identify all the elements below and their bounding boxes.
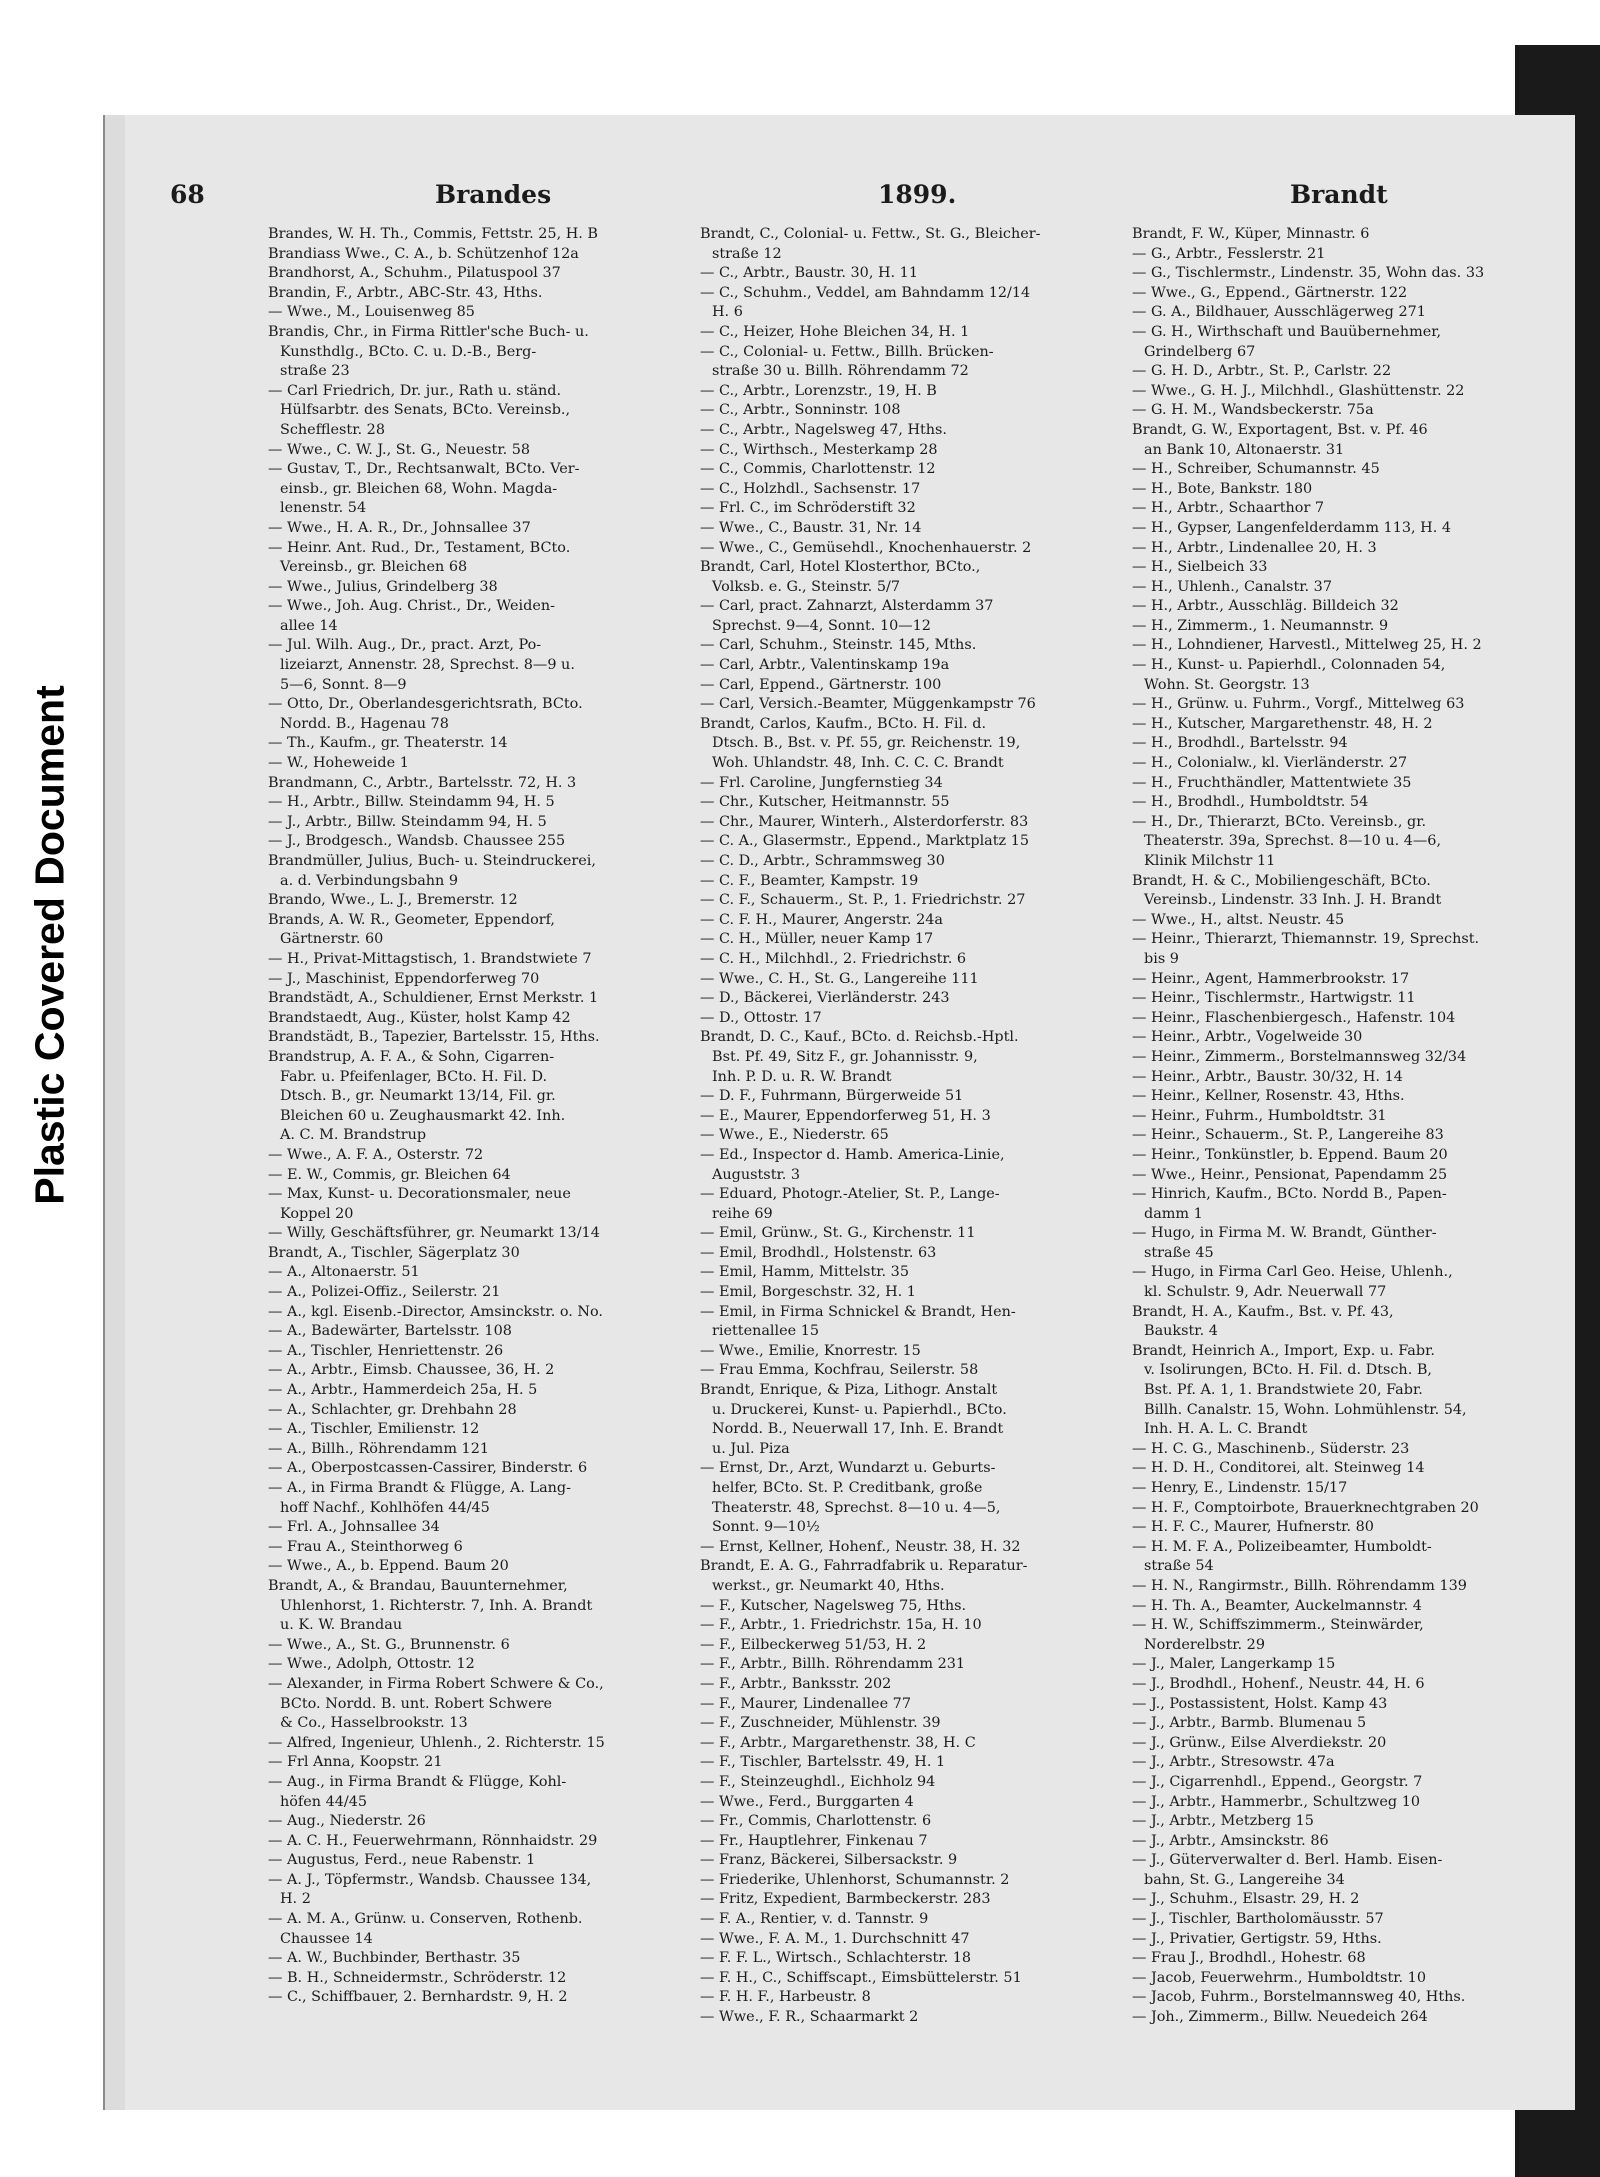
directory-line: — A., kgl. Eisenb.-Director, Amsinckstr. o. No.	[268, 1303, 604, 1320]
directory-line: Brandt, Enrique, & Piza, Lithogr. Anstalt	[700, 1382, 998, 1399]
directory-line: — Carl, pract. Zahnarzt, Alsterdamm 37	[700, 598, 994, 615]
directory-line: Brandt, Carl, Hotel Klosterthor, BCto.,	[700, 559, 981, 576]
column-3	[1132, 225, 1542, 2028]
directory-line: — H., Brodhdl., Bartelsstr. 94	[1132, 735, 1348, 752]
directory-line: — Wwe., F. A. M., 1. Durchschnitt 47	[700, 1930, 970, 1947]
directory-line: — D., Ottostr. 17	[700, 1009, 822, 1026]
directory-line: Nordd. B., Hagenau 78	[280, 715, 449, 732]
directory-line: — F., Tischler, Bartelsstr. 49, H. 1	[700, 1754, 946, 1771]
directory-line: — Ed., Inspector d. Hamb. America-Linie,	[700, 1146, 1005, 1163]
directory-line: — C., Heizer, Hohe Bleichen 34, H. 1	[700, 323, 970, 340]
directory-line: — Carl, Arbtr., Valentinskamp 19a	[700, 657, 950, 674]
directory-line: — Emil, in Firma Schnickel & Brandt, Hen-	[700, 1303, 1016, 1320]
directory-line: Vereinsb., Lindenstr. 33 Inh. J. H. Brandt	[1144, 892, 1442, 909]
directory-line: straße 12	[712, 245, 782, 262]
right-running-head: Brandt	[1290, 180, 1388, 209]
directory-line: Bst. Pf. 49, Sitz F., gr. Johannisstr. 9,	[712, 1048, 978, 1065]
directory-line: — F. F. L., Wirtsch., Schlachterstr. 18	[700, 1950, 972, 1967]
directory-line: — H., Brodhdl., Humboldtstr. 54	[1132, 794, 1369, 811]
directory-line: — G., Arbtr., Fesslerstr. 21	[1132, 245, 1326, 262]
directory-line: — F., Steinzeughdl., Eichholz 94	[700, 1773, 936, 1790]
directory-line: — H., Grünw. u. Fuhrm., Vorgf., Mittelweg 63	[1132, 696, 1465, 713]
directory-line: — C. A., Glasermstr., Eppend., Marktplatz 15	[700, 833, 1030, 850]
directory-line: — Wwe., Emilie, Knorrestr. 15	[700, 1342, 921, 1359]
directory-line: lizeiarzt, Annenstr. 28, Sprechst. 8—9 u.	[280, 657, 575, 674]
directory-line: kl. Schulstr. 9, Adr. Neuerwall 77	[1144, 1284, 1387, 1301]
directory-line: — H. Th. A., Beamter, Auckelmannstr. 4	[1132, 1597, 1422, 1614]
directory-line: — A., Arbtr., Hammerdeich 25a, H. 5	[268, 1382, 538, 1399]
directory-line: — C. F., Schauerm., St. P., 1. Friedrichstr. 27	[700, 892, 1026, 909]
directory-line: Brando, Wwe., L. J., Bremerstr. 12	[268, 892, 518, 909]
directory-line: — C. H., Milchhdl., 2. Friedrichstr. 6	[700, 950, 967, 967]
directory-line: Schefflestr. 28	[280, 421, 385, 438]
directory-line: — Max, Kunst- u. Decorationsmaler, neue	[268, 1186, 571, 1203]
directory-line: Brandt, Carlos, Kaufm., BCto. H. Fil. d.	[700, 715, 987, 732]
directory-line: — J., Arbtr., Amsinckstr. 86	[1132, 1832, 1329, 1849]
directory-line: — A., Tischler, Henriettenstr. 26	[268, 1342, 504, 1359]
directory-line: — H., Arbtr., Billw. Steindamm 94, H. 5	[268, 794, 555, 811]
directory-line: — G. A., Bildhauer, Ausschlägerweg 271	[1132, 304, 1426, 321]
directory-line: — F., Zuschneider, Mühlenstr. 39	[700, 1715, 941, 1732]
directory-line: — F. A., Rentier, v. d. Tannstr. 9	[700, 1911, 929, 1928]
directory-line: — Wwe., Julius, Grindelberg 38	[268, 578, 498, 595]
directory-line: Uhlenhorst, 1. Richterstr. 7, Inh. A. Brandt	[280, 1597, 593, 1614]
directory-line: — H. F. C., Maurer, Hufnerstr. 80	[1132, 1519, 1374, 1536]
directory-line: — G. H. D., Arbtr., St. P., Carlstr. 22	[1132, 363, 1392, 380]
directory-line: — H. F., Comptoirbote, Brauerknechtgraben 20	[1132, 1499, 1479, 1516]
directory-line: — A., Billh., Röhrendamm 121	[268, 1440, 490, 1457]
directory-line: — Wwe., Heinr., Pensionat, Papendamm 25	[1132, 1166, 1448, 1183]
directory-line: — H., Schreiber, Schumannstr. 45	[1132, 461, 1380, 478]
directory-line: — Wwe., A. F. A., Osterstr. 72	[268, 1146, 484, 1163]
directory-line: — A., Badewärter, Bartelsstr. 108	[268, 1323, 512, 1340]
directory-line: — Th., Kaufm., gr. Theaterstr. 14	[268, 735, 508, 752]
directory-line: — H., Arbtr., Ausschläg. Billdeich 32	[1132, 598, 1399, 615]
directory-line: Brandt, Heinrich A., Import, Exp. u. Fabr.	[1132, 1342, 1435, 1359]
directory-line: u. Druckerei, Kunst- u. Papierhdl., BCto.	[712, 1401, 1007, 1418]
directory-line: H. 2	[280, 1891, 311, 1908]
directory-line: — A. W., Buchbinder, Berthastr. 35	[268, 1950, 521, 1967]
directory-line: Brandt, A., Tischler, Sägerplatz 30	[268, 1244, 520, 1261]
directory-line: — H. M. F. A., Polizeibeamter, Humboldt-	[1132, 1538, 1432, 1555]
directory-line: Brandiass Wwe., C. A., b. Schützenhof 12a	[268, 245, 579, 262]
directory-line: — J., Privatier, Gertigstr. 59, Hths.	[1132, 1930, 1382, 1947]
directory-line: — H., Kutscher, Margarethenstr. 48, H. 2	[1132, 715, 1433, 732]
directory-line: — J., Arbtr., Stresowstr. 47a	[1132, 1754, 1335, 1771]
directory-line: — J., Güterverwalter d. Berl. Hamb. Eisen-	[1132, 1852, 1443, 1869]
directory-line: Koppel 20	[280, 1205, 354, 1222]
directory-line: — Wwe., Adolph, Ottostr. 12	[268, 1656, 475, 1673]
directory-line: Inh. P. D. u. R. W. Brandt	[712, 1068, 892, 1085]
directory-line: Hülfsarbtr. des Senats, BCto. Vereinsb.,	[280, 402, 571, 419]
directory-line: — Heinr., Arbtr., Vogelweide 30	[1132, 1029, 1363, 1046]
directory-line: — Frau Emma, Kochfrau, Seilerstr. 58	[700, 1362, 979, 1379]
directory-line: Brandstädt, A., Schuldiener, Ernst Merkstr. 1	[268, 990, 599, 1007]
directory-line: — H., Arbtr., Schaarthor 7	[1132, 500, 1325, 517]
directory-line: — Eduard, Photogr.-Atelier, St. P., Lange-	[700, 1186, 1000, 1203]
directory-line: — Heinr., Thierarzt, Thiemannstr. 19, Sprechst.	[1132, 931, 1480, 948]
directory-line: Volksb. e. G., Steinstr. 5/7	[712, 578, 900, 595]
directory-line: — Wwe., Ferd., Burggarten 4	[700, 1793, 914, 1810]
directory-line: Klinik Milchstr 11	[1144, 853, 1276, 869]
directory-line: reihe 69	[712, 1205, 773, 1222]
directory-line: — Aug., in Firma Brandt & Flügge, Kohl-	[268, 1773, 567, 1790]
directory-line: — H., Gypser, Langenfelderdamm 113, H. 4	[1132, 519, 1452, 536]
directory-line: — J., Brodgesch., Wandsb. Chaussee 255	[268, 833, 566, 850]
directory-line: — Hugo, in Firma Carl Geo. Heise, Uhlenh.,	[1132, 1264, 1453, 1281]
directory-line: Vereinsb., gr. Bleichen 68	[280, 559, 468, 576]
directory-line: — C. F. H., Maurer, Angerstr. 24a	[700, 911, 943, 928]
directory-line: — J., Maschinist, Eppendorferweg 70	[268, 970, 540, 987]
directory-line: Dtsch. B., gr. Neumarkt 13/14, Fil. gr.	[280, 1088, 556, 1105]
directory-line: Sprechst. 9—4, Sonnt. 10—12	[712, 617, 931, 634]
directory-line: Fabr. u. Pfeifenlager, BCto. H. Fil. D.	[280, 1068, 548, 1085]
directory-line: — Willy, Geschäftsführer, gr. Neumarkt 13/14	[268, 1225, 600, 1242]
directory-line: — Wwe., C. H., St. G., Langereihe 111	[700, 970, 979, 987]
directory-line: — Aug., Niederstr. 26	[268, 1813, 426, 1830]
side-label	[0, 0, 100, 2177]
directory-line: — Chr., Maurer, Winterh., Alsterdorferstr. 83	[700, 813, 1029, 830]
directory-line: höfen 44/45	[280, 1793, 368, 1810]
directory-line: — Emil, Grünw., St. G., Kirchenstr. 11	[700, 1225, 976, 1242]
directory-line: Bleichen 60 u. Zeughausmarkt 42. Inh.	[280, 1107, 566, 1124]
directory-line: Theaterstr. 48, Sprechst. 8—10 u. 4—5,	[712, 1499, 1001, 1516]
directory-line: straße 54	[1144, 1558, 1214, 1575]
directory-line: Auguststr. 3	[712, 1166, 801, 1183]
directory-line: — Frau J., Brodhdl., Hohestr. 68	[1132, 1950, 1366, 1967]
directory-line: — Augustus, Ferd., neue Rabenstr. 1	[268, 1852, 536, 1869]
directory-line: Bst. Pf. A. 1, 1. Brandstwiete 20, Fabr.	[1144, 1382, 1423, 1399]
directory-line: damm 1	[1144, 1205, 1203, 1222]
directory-line: — C., Schuhm., Veddel, am Bahndamm 12/14	[700, 284, 1031, 301]
directory-line: — E., Maurer, Eppendorferweg 51, H. 3	[700, 1107, 991, 1124]
directory-line: — D. F., Fuhrmann, Bürgerweide 51	[700, 1088, 964, 1105]
directory-line: Brandt, H. & C., Mobiliengeschäft, BCto.	[1132, 872, 1431, 889]
directory-line: — H. N., Rangirmstr., Billh. Röhrendamm 139	[1132, 1577, 1467, 1594]
directory-line: — Wwe., C., Baustr. 31, Nr. 14	[700, 519, 922, 536]
directory-line: Sonnt. 9—10½	[712, 1519, 820, 1536]
directory-line: Brandmüller, Julius, Buch- u. Steindruckerei,	[268, 853, 596, 869]
directory-line: — Ernst, Dr., Arzt, Wundarzt u. Geburts-	[700, 1460, 996, 1477]
directory-line: — Emil, Borgeschstr. 32, H. 1	[700, 1284, 916, 1301]
directory-line: — H., Uhlenh., Canalstr. 37	[1132, 578, 1332, 595]
directory-line: — D., Bäckerei, Vierländerstr. 243	[700, 990, 950, 1007]
column-1	[268, 225, 678, 2008]
directory-line: — Frl. Caroline, Jungfernstieg 34	[700, 774, 943, 791]
directory-line: — J., Schuhm., Elsastr. 29, H. 2	[1132, 1891, 1360, 1908]
directory-line: bis 9	[1144, 950, 1179, 967]
directory-line: Nordd. B., Neuerwall 17, Inh. E. Brandt	[712, 1421, 1004, 1438]
directory-line: — A., Schlachter, gr. Drehbahn 28	[268, 1401, 517, 1418]
directory-line: Chaussee 14	[280, 1930, 373, 1947]
directory-line: Brandt, C., Colonial- u. Fettw., St. G., Bleicher-	[700, 226, 1041, 242]
directory-line: straße 45	[1144, 1244, 1214, 1261]
directory-line: — Fritz, Expedient, Barmbeckerstr. 283	[700, 1891, 991, 1908]
directory-line: hoff Nachf., Kohlhöfen 44/45	[280, 1499, 490, 1516]
directory-line: — Wwe., Joh. Aug. Christ., Dr., Weiden-	[268, 598, 555, 615]
directory-line: — Wwe., H. A. R., Dr., Johnsallee 37	[268, 519, 531, 536]
directory-line: — Jacob, Feuerwehrm., Humboldtstr. 10	[1132, 1969, 1426, 1986]
directory-line: — H., Arbtr., Lindenallee 20, H. 3	[1132, 539, 1377, 556]
directory-line: Billh. Canalstr. 15, Wohn. Lohmühlenstr. 54,	[1144, 1401, 1467, 1418]
directory-line: helfer, BCto. St. P. Creditbank, große	[712, 1480, 983, 1496]
directory-line: a. d. Verbindungsbahn 9	[280, 872, 459, 889]
directory-line: — Carl, Schuhm., Steinstr. 145, Mths.	[700, 637, 977, 654]
directory-line: — J., Arbtr., Hammerbr., Schultzweg 10	[1132, 1793, 1421, 1810]
directory-line: — Friederike, Uhlenhorst, Schumannstr. 2	[700, 1871, 1010, 1888]
directory-line: — C., Holzhdl., Sachsenstr. 17	[700, 480, 921, 497]
directory-line: — H., Lohndiener, Harvestl., Mittelweg 25, H. 2	[1132, 637, 1482, 654]
directory-line: — Wwe., G. H. J., Milchhdl., Glashüttenstr. 22	[1132, 382, 1465, 399]
directory-line: BCto. Nordd. B. unt. Robert Schwere	[280, 1695, 552, 1712]
directory-line: an Bank 10, Altonaerstr. 31	[1144, 441, 1345, 458]
directory-line: — F., Eilbeckerweg 51/53, H. 2	[700, 1636, 927, 1653]
directory-line: — Henry, E., Lindenstr. 15/17	[1132, 1480, 1348, 1496]
directory-line: Baukstr. 4	[1144, 1323, 1218, 1340]
directory-line: — F. H., C., Schiffscapt., Eimsbüttelerstr. 51	[700, 1969, 1022, 1986]
directory-line: — Heinr. Ant. Rud., Dr., Testament, BCto.	[268, 539, 571, 556]
column-2	[700, 225, 1110, 2028]
directory-line: Brandstaedt, Aug., Küster, holst Kamp 42	[268, 1009, 571, 1026]
directory-line: — A., Oberpostcassen-Cassirer, Binderstr. 6	[268, 1460, 588, 1477]
directory-line: straße 30 u. Billh. Röhrendamm 72	[712, 363, 969, 380]
directory-line: — G. H. M., Wandsbeckerstr. 75a	[1132, 402, 1374, 419]
directory-line: — B. H., Schneidermstr., Schröderstr. 12	[268, 1969, 567, 1986]
directory-line: — J., Arbtr., Metzberg 15	[1132, 1813, 1314, 1830]
directory-line: — H., Kunst- u. Papierhdl., Colonnaden 54,	[1132, 657, 1446, 674]
directory-line: — Alexander, in Firma Robert Schwere & Co.,	[268, 1675, 604, 1692]
directory-line: — W., Hoheweide 1	[268, 755, 409, 772]
directory-line: Brandstädt, B., Tapezier, Bartelsstr. 15, Hths.	[268, 1029, 600, 1046]
directory-line: — C., Arbtr., Nagelsweg 47, Hths.	[700, 421, 948, 438]
directory-line: — J., Arbtr., Barmb. Blumenau 5	[1132, 1715, 1367, 1732]
directory-line: Brandis, Chr., in Firma Rittler'sche Buch- u.	[268, 323, 589, 340]
directory-line: — F., Arbtr., Billh. Röhrendamm 231	[700, 1656, 966, 1673]
directory-line: bahn, St. G., Langereihe 34	[1144, 1871, 1345, 1888]
directory-line: — C., Arbtr., Baustr. 30, H. 11	[700, 265, 918, 282]
directory-line: lenenstr. 54	[280, 500, 367, 517]
directory-line: Wohn. St. Georgstr. 13	[1144, 676, 1310, 693]
directory-line: — E. W., Commis, gr. Bleichen 64	[268, 1166, 511, 1183]
directory-line: — Heinr., Fuhrm., Humboldtstr. 31	[1132, 1107, 1387, 1124]
directory-line: — Frl. A., Johnsallee 34	[268, 1519, 440, 1536]
directory-line: — Wwe., C. W. J., St. G., Neuestr. 58	[268, 441, 531, 458]
directory-line: — C., Commis, Charlottenstr. 12	[700, 461, 936, 478]
directory-line: Brands, A. W. R., Geometer, Eppendorf,	[268, 911, 556, 928]
directory-line: — J., Arbtr., Billw. Steindamm 94, H. 5	[268, 813, 547, 830]
directory-line: — A., Polizei-Offiz., Seilerstr. 21	[268, 1284, 501, 1301]
directory-line: — F., Arbtr., Banksstr. 202	[700, 1675, 892, 1692]
directory-line: — A. C. H., Feuerwehrmann, Rönnhaidstr. 29	[268, 1832, 598, 1849]
directory-line: Norderelbstr. 29	[1144, 1636, 1265, 1653]
directory-line: — Frl Anna, Koopstr. 21	[268, 1754, 443, 1771]
directory-line: Brandt, F. W., Küper, Minnastr. 6	[1132, 226, 1370, 242]
directory-line: riettenallee 15	[712, 1323, 820, 1340]
directory-line: & Co., Hasselbrookstr. 13	[280, 1715, 468, 1732]
directory-line: — H., Dr., Thierarzt, BCto. Vereinsb., gr.	[1132, 813, 1427, 830]
directory-line: — H. W., Schiffszimmerm., Steinwärder,	[1132, 1617, 1424, 1634]
directory-line: — J., Brodhdl., Hohenf., Neustr. 44, H. 6	[1132, 1675, 1425, 1692]
directory-line: Brandt, G. W., Exportagent, Bst. v. Pf. 46	[1132, 421, 1428, 438]
directory-line: — Fr., Commis, Charlottenstr. 6	[700, 1813, 932, 1830]
page-number: 68	[170, 180, 205, 209]
directory-line: Brandhorst, A., Schuhm., Pilatuspool 37	[268, 265, 561, 282]
directory-line: — Wwe., H., altst. Neustr. 45	[1132, 911, 1345, 928]
directory-line: — Carl, Versich.-Beamter, Müggenkampstr 76	[700, 696, 1036, 713]
year-head: 1899.	[878, 180, 957, 209]
directory-line: — J., Cigarrenhdl., Eppend., Georgstr. 7	[1132, 1773, 1423, 1790]
directory-line: — Otto, Dr., Oberlandesgerichtsrath, BCto.	[268, 696, 583, 713]
directory-line: 5—6, Sonnt. 8—9	[280, 676, 407, 693]
directory-line: — F. H. F., Harbeustr. 8	[700, 1989, 871, 2006]
directory-line: A. C. M. Brandstrup	[280, 1127, 427, 1144]
directory-line: — Emil, Brodhdl., Holstenstr. 63	[700, 1244, 937, 1261]
directory-line: — Wwe., A., b. Eppend. Baum 20	[268, 1558, 509, 1575]
directory-line: — C. F., Beamter, Kampstr. 19	[700, 872, 919, 889]
directory-line: Theaterstr. 39a, Sprechst. 8—10 u. 4—6,	[1144, 833, 1442, 850]
directory-line: Brandin, F., Arbtr., ABC-Str. 43, Hths.	[268, 284, 543, 301]
directory-line: Brandes, W. H. Th., Commis, Fettstr. 25, H. B	[268, 226, 599, 242]
directory-line: — J., Postassistent, Holst. Kamp 43	[1132, 1695, 1388, 1712]
directory-line: — Hugo, in Firma M. W. Brandt, Günther-	[1132, 1225, 1437, 1242]
directory-line: — C., Arbtr., Sonninstr. 108	[700, 402, 901, 419]
left-running-head: Brandes	[435, 180, 552, 209]
directory-line: — C., Wirthsch., Mesterkamp 28	[700, 441, 938, 458]
directory-line: — Heinr., Flaschenbiergesch., Hafenstr. 104	[1132, 1009, 1456, 1026]
directory-line: — C., Arbtr., Lorenzstr., 19, H. B	[700, 382, 937, 399]
directory-line: u. K. W. Brandau	[280, 1617, 403, 1634]
directory-line: Kunsthdlg., BCto. C. u. D.-B., Berg-	[280, 343, 537, 360]
directory-line: — C., Colonial- u. Fettw., Billh. Brücken-	[700, 343, 994, 360]
directory-line: — Wwe., G., Eppend., Gärtnerstr. 122	[1132, 284, 1408, 301]
directory-line: — A., in Firma Brandt & Flügge, A. Lang-	[268, 1480, 572, 1496]
directory-line: — Fr., Hauptlehrer, Finkenau 7	[700, 1832, 928, 1849]
directory-line: — Wwe., F. R., Schaarmarkt 2	[700, 2009, 919, 2026]
directory-line: — Franz, Bäckerei, Silbersackstr. 9	[700, 1852, 958, 1869]
directory-line: einsb., gr. Bleichen 68, Wohn. Magda-	[280, 480, 558, 497]
directory-line: — F., Maurer, Lindenallee 77	[700, 1695, 911, 1712]
directory-line: — G. H., Wirthschaft und Bauübernehmer,	[1132, 323, 1442, 340]
directory-line: — F., Arbtr., Margarethenstr. 38, H. C	[700, 1734, 976, 1751]
directory-line: — C. H., Müller, neuer Kamp 17	[700, 931, 934, 948]
directory-line: — Jul. Wilh. Aug., Dr., pract. Arzt, Po-	[268, 637, 542, 654]
directory-line: — G., Tischlermstr., Lindenstr. 35, Wohn das. 33	[1132, 265, 1485, 282]
directory-line: Dtsch. B., Bst. v. Pf. 55, gr. Reichenstr. 19,	[712, 735, 1021, 752]
directory-line: — Gustav, T., Dr., Rechtsanwalt, BCto. Ver-	[268, 461, 580, 478]
directory-line: — Heinr., Tischlermstr., Hartwigstr. 11	[1132, 990, 1416, 1007]
directory-line: — Hinrich, Kaufm., BCto. Nordd B., Papen-	[1132, 1186, 1447, 1203]
directory-line: — J., Tischler, Bartholomäusstr. 57	[1132, 1911, 1384, 1928]
directory-line: — Wwe., M., Louisenweg 85	[268, 304, 475, 321]
directory-line: — Heinr., Arbtr., Baustr. 30/32, H. 14	[1132, 1068, 1403, 1085]
directory-line: Woh. Uhlandstr. 48, Inh. C. C. C. Brandt	[712, 755, 1004, 772]
directory-line: — A. J., Töpfermstr., Wandsb. Chaussee 134,	[268, 1871, 592, 1888]
directory-line: Brandt, H. A., Kaufm., Bst. v. Pf. 43,	[1132, 1303, 1394, 1320]
directory-line: — H., Privat-Mittagstisch, 1. Brandstwiete 7	[268, 950, 592, 967]
directory-line: — Alfred, Ingenieur, Uhlenh., 2. Richterstr. 15	[268, 1734, 605, 1751]
directory-line: — A., Tischler, Emilienstr. 12	[268, 1421, 480, 1438]
directory-line: — Heinr., Tonkünstler, b. Eppend. Baum 20	[1132, 1146, 1448, 1163]
directory-line: werkst., gr. Neumarkt 40, Hths.	[712, 1577, 945, 1594]
directory-line: — Chr., Kutscher, Heitmannstr. 55	[700, 794, 950, 811]
directory-line: Inh. H. A. L. C. Brandt	[1144, 1421, 1308, 1438]
directory-line: — Joh., Zimmerm., Billw. Neuedeich 264	[1132, 2009, 1428, 2026]
directory-line: — Carl, Eppend., Gärtnerstr. 100	[700, 676, 942, 693]
directory-line: — A. M. A., Grünw. u. Conserven, Rothenb.	[268, 1911, 583, 1928]
directory-line: — F., Arbtr., 1. Friedrichstr. 15a, H. 10	[700, 1617, 982, 1634]
directory-line: — Wwe., C., Gemüsehdl., Knochenhauerstr. 2	[700, 539, 1032, 556]
directory-line: — Wwe., A., St. G., Brunnenstr. 6	[268, 1636, 510, 1653]
directory-line: — J., Grünw., Eilse Alverdiekstr. 20	[1132, 1734, 1387, 1751]
side-label-text: Plastic Covered Document	[26, 685, 73, 1205]
directory-line: Brandt, D. C., Kauf., BCto. d. Reichsb.-Hptl.	[700, 1029, 1019, 1046]
directory-line: Grindelberg 67	[1144, 343, 1256, 360]
directory-line: Gärtnerstr. 60	[280, 931, 384, 948]
directory-line: v. Isolirungen, BCto. H. Fil. d. Dtsch. B,	[1144, 1362, 1432, 1379]
directory-line: — Frl. C., im Schröderstift 32	[700, 500, 916, 517]
directory-line: — H. C. G., Maschinenb., Süderstr. 23	[1132, 1440, 1410, 1457]
directory-line: — Frau A., Steinthorweg 6	[268, 1538, 463, 1555]
directory-line: — H., Zimmerm., 1. Neumannstr. 9	[1132, 617, 1389, 634]
directory-line: — J., Maler, Langerkamp 15	[1132, 1656, 1336, 1673]
directory-line: — Carl Friedrich, Dr. jur., Rath u. ständ.	[268, 382, 562, 399]
directory-line: — Emil, Hamm, Mittelstr. 35	[700, 1264, 909, 1281]
directory-line: Brandt, E. A. G., Fahrradfabrik u. Reparatur-	[700, 1558, 1028, 1575]
directory-line: — A., Altonaerstr. 51	[268, 1264, 420, 1281]
directory-line: — H., Sielbeich 33	[1132, 559, 1268, 576]
directory-line: — Jacob, Fuhrm., Borstelmannsweg 40, Hths.	[1132, 1989, 1466, 2006]
directory-line: — Heinr., Kellner, Rosenstr. 43, Hths.	[1132, 1088, 1405, 1105]
directory-line: — F., Kutscher, Nagelsweg 75, Hths.	[700, 1597, 967, 1614]
directory-line: — Heinr., Schauerm., St. P., Langereihe 83	[1132, 1127, 1444, 1144]
directory-line: Brandstrup, A. F. A., & Sohn, Cigarren-	[268, 1048, 555, 1065]
directory-line: — H., Colonialw., kl. Vierländerstr. 27	[1132, 755, 1408, 772]
directory-line: — A., Arbtr., Eimsb. Chaussee, 36, H. 2	[268, 1362, 555, 1379]
directory-line: Brandmann, C., Arbtr., Bartelsstr. 72, H. 3	[268, 774, 577, 791]
directory-line: u. Jul. Piza	[712, 1440, 790, 1457]
directory-line: — H., Fruchthändler, Mattentwiete 35	[1132, 774, 1412, 791]
directory-line: — H. D. H., Conditorei, alt. Steinweg 14	[1132, 1460, 1425, 1477]
directory-line: — Heinr., Zimmerm., Borstelmannsweg 32/34	[1132, 1048, 1467, 1065]
directory-line: — C. D., Arbtr., Schrammsweg 30	[700, 853, 945, 869]
directory-line: Brandt, A., & Brandau, Bauunternehmer,	[268, 1577, 568, 1594]
directory-line: — C., Schiffbauer, 2. Bernhardstr. 9, H. 2	[268, 1989, 568, 2006]
page-header	[170, 180, 1450, 220]
directory-line: — Wwe., E., Niederstr. 65	[700, 1127, 889, 1144]
directory-line: H. 6	[712, 304, 743, 321]
directory-line: — H., Bote, Bankstr. 180	[1132, 480, 1313, 497]
directory-line: straße 23	[280, 363, 350, 380]
directory-line: allee 14	[280, 617, 338, 634]
directory-line: — Ernst, Kellner, Hohenf., Neustr. 38, H. 32	[700, 1538, 1021, 1555]
directory-line: — Heinr., Agent, Hammerbrookstr. 17	[1132, 970, 1410, 987]
